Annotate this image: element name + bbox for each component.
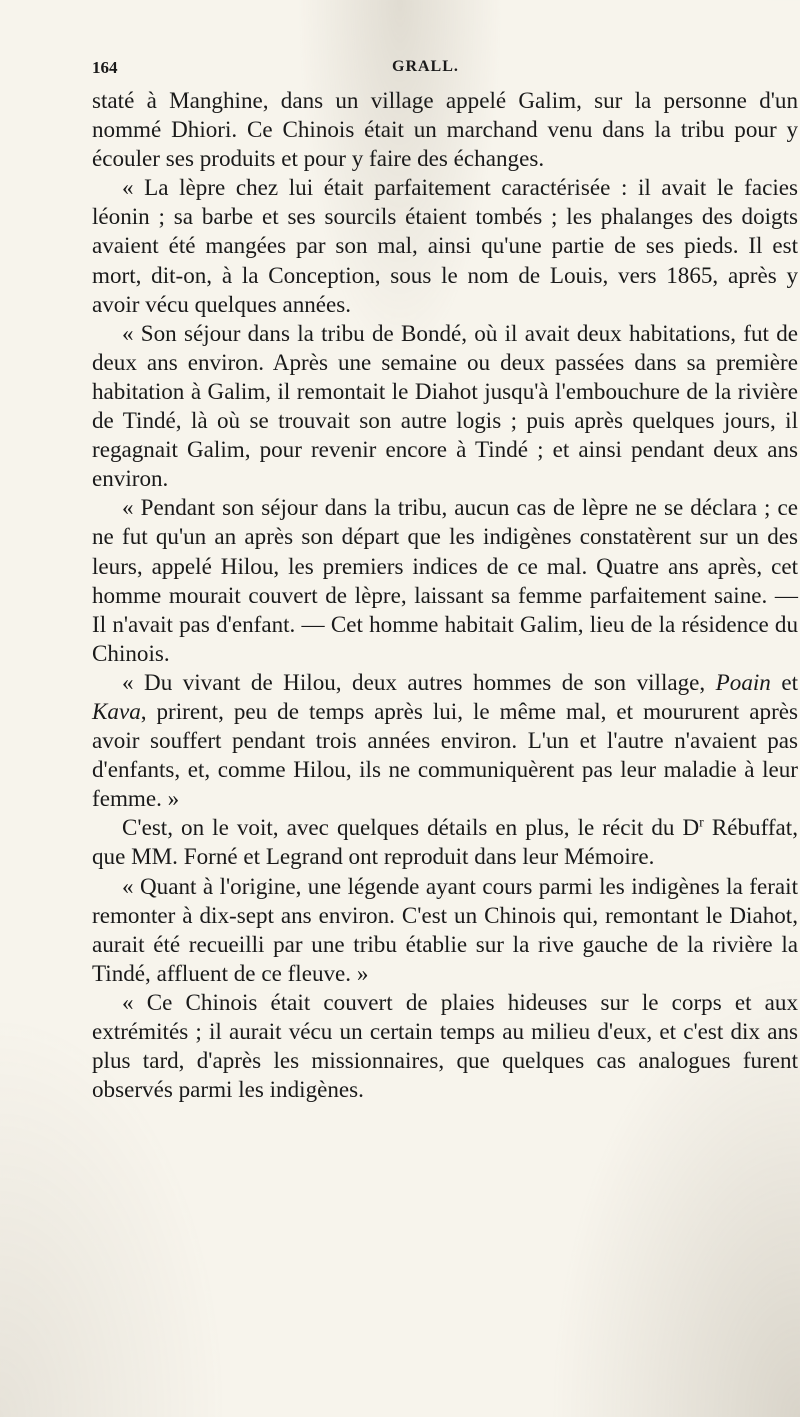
doctor-abbrev-sup: r	[699, 814, 704, 830]
paragraph-7: « Quant à l'origine, une légende ayant cours parmi les indigènes la ferait remonter à dix-sept ans environ. C'est un Chinois qui, remontant le Diahot, aurait été recueilli par une tribu établie sur la rive gauche de la rivière la Tindé, affluent de ce fleuve. »	[92, 872, 798, 986]
name-kava: Kava	[92, 697, 141, 724]
paragraph-5	[92, 668, 798, 813]
paragraph-1: staté à Manghine, dans un village appelé Galim, sur la personne d'un nommé Dhiori. Ce Chinois était un marchand venu dans la tribu pour y écouler ses produits et pour y faire des échanges.	[92, 87, 798, 172]
paragraph-4: « Pendant son séjour dans la tribu, aucun cas de lèpre ne se déclara ; ce ne fut qu'un an après son départ que les indigènes constatèrent sur un des leurs, appelé Hilou, les premiers indices de ce mal. Quatre ans après, cet homme mourait couvert de lèpre, laissant sa femme parfaitement saine. — Il n'avait pas d'enfant. — Cet homme habitait Galim, lieu de la résidence du Chinois.	[92, 494, 798, 666]
paragraph-3: « Son séjour dans la tribu de Bondé, où il avait deux habitations, fut de deux ans environ. Après une semaine ou deux passées dans sa première habitation à Galim, il remontait le Diahot jusqu'à l'embouchure de la rivière de Tindé, là où se trouvait son autre logis ; puis après quelques jours, il regagnait Galim, pour revenir encore à Tindé ; et ainsi pendant deux ans environ.	[92, 319, 798, 492]
page-header	[92, 58, 800, 88]
paragraph-8: « Ce Chinois était couvert de plaies hideuses sur le corps et aux extrémités ; il aurait vécu un certain temps au milieu d'eux, et c'est dix ans plus tard, d'après les missionnaires, que quelques cas analogues furent observés parmi les indigènes.	[92, 988, 798, 1103]
paragraph-6-text-b: Rébuffat, que MM. Forné et Legrand ont reproduit dans leur Mémoire.	[92, 814, 798, 870]
paragraph-5-text-a: « Du vivant de Hilou, deux autres hommes de son village,	[122, 668, 716, 695]
paragraph-6-text-a: C'est, on le voit, avec quelques détails en plus, le récit du D	[122, 814, 700, 841]
paragraph-5-text-c: , prirent, peu de temps après lui, le même mal, et moururent après avoir souffert pendant trois années environ. L'un et l'autre n'avaient pas d'enfants, et, comme Hilou, ils ne communiquèrent pas leur maladie à leur femme. »	[92, 697, 798, 812]
running-head: GRALL.	[392, 58, 459, 75]
paragraph-5-text-b: et	[770, 668, 798, 695]
paragraph-2: « La lèpre chez lui était parfaitement caractérisée : il avait le facies léonin ; sa barbe et ses sourcils étaient tombés ; les phalanges des doigts avaient été mangées par son mal, ainsi qu'une partie de ses pieds. Il est mort, dit-on, à la Conception, sous le nom de Louis, vers 1865, après y avoir vécu quelques années.	[92, 174, 798, 317]
paragraph-6	[92, 813, 798, 871]
page-number: 164	[92, 58, 118, 77]
body-text	[92, 86, 798, 1104]
name-poain: Poain	[715, 668, 771, 695]
